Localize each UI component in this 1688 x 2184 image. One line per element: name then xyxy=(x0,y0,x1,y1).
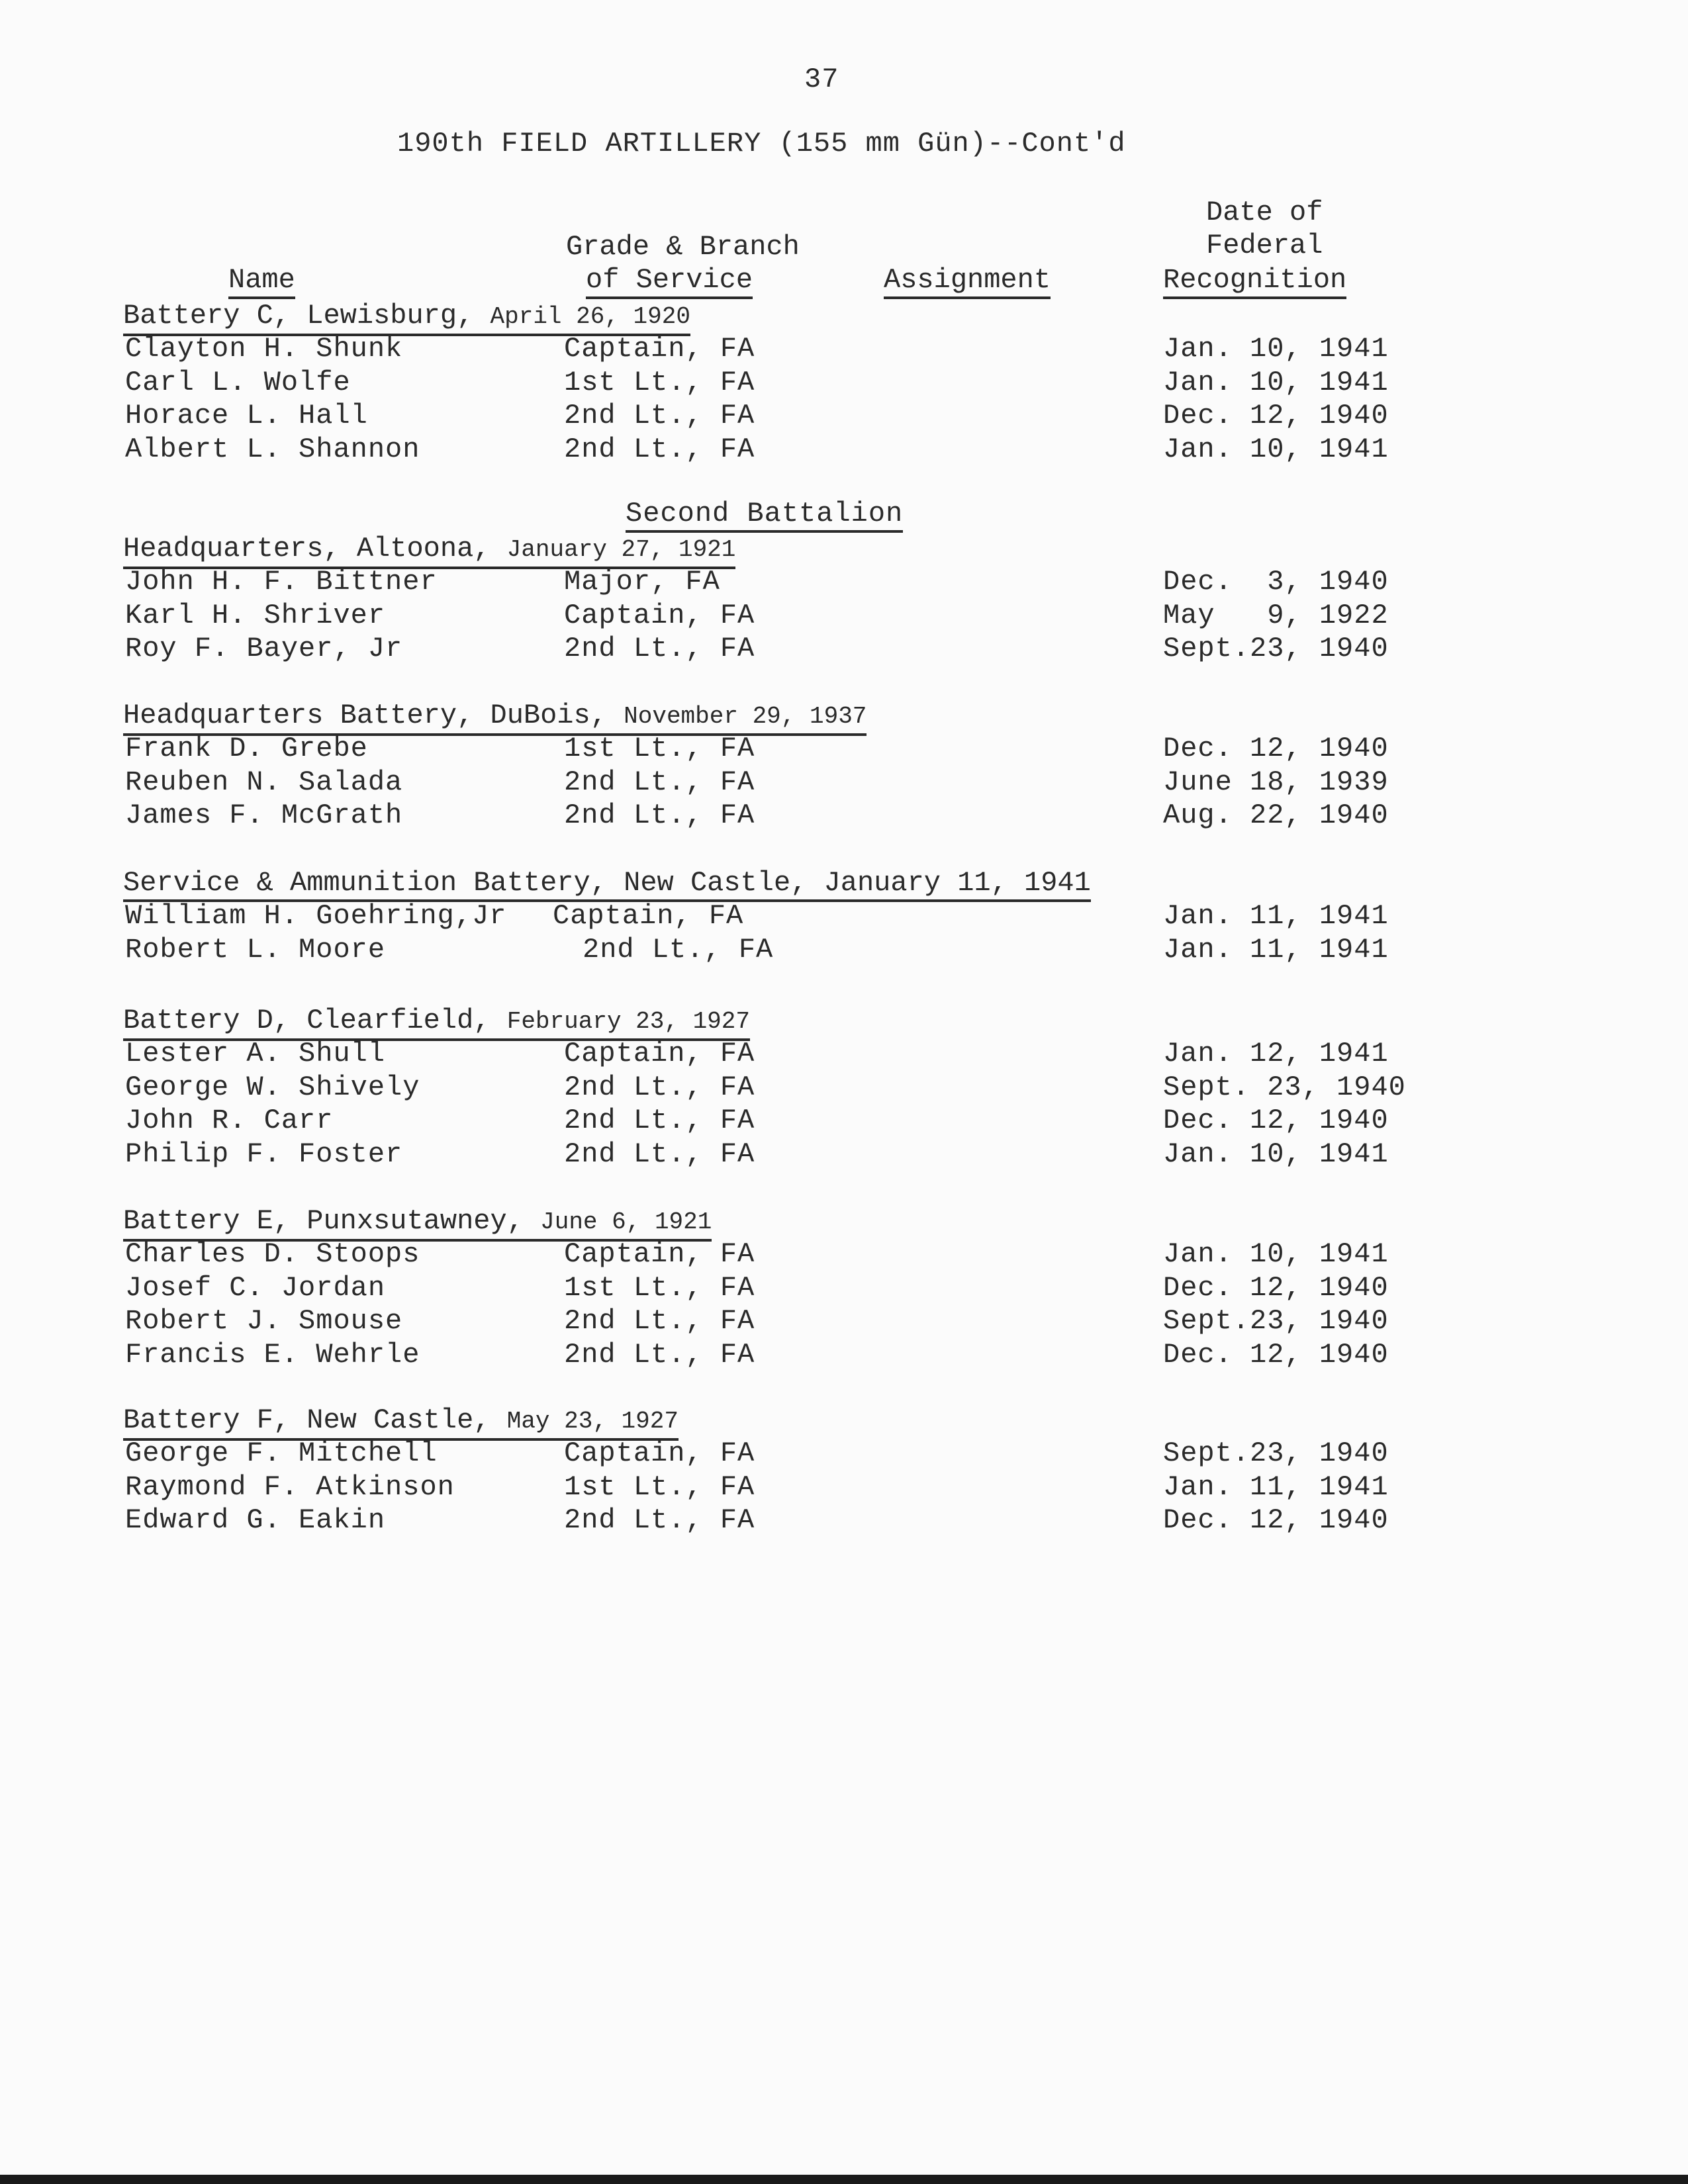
officer-name: Karl H. Shriver xyxy=(125,599,386,631)
header-date-line1: Date of xyxy=(1206,197,1323,228)
grade-branch: 2nd Lt., FA xyxy=(564,1338,755,1371)
officer-name: Albert L. Shannon xyxy=(125,433,420,465)
recognition-date: Dec. 12, 1940 xyxy=(1163,1504,1389,1536)
officer-row xyxy=(0,799,1688,832)
grade-branch: Captain, FA xyxy=(553,900,744,932)
recognition-date: Dec. 12, 1940 xyxy=(1163,1271,1389,1304)
section-heading xyxy=(123,532,735,569)
officer-name: Robert J. Smouse xyxy=(125,1305,403,1337)
unit-name: Headquarters, Altoona, xyxy=(123,533,491,565)
recognition-date: Dec. 12, 1940 xyxy=(1163,400,1389,432)
officer-row xyxy=(0,899,1688,933)
officer-row xyxy=(0,1271,1688,1304)
recognition-date: Dec. 12, 1940 xyxy=(1163,1105,1389,1136)
officer-name: Josef C. Jordan xyxy=(125,1271,386,1304)
grade-branch: 2nd Lt., FA xyxy=(564,799,755,831)
grade-branch: 2nd Lt., FA xyxy=(564,633,755,664)
officer-name: Edward G. Eakin xyxy=(125,1504,386,1536)
officer-row xyxy=(0,1471,1688,1504)
recognition-date: Sept. 23, 1940 xyxy=(1163,1071,1406,1103)
officer-row xyxy=(0,1504,1688,1537)
officer-name: Robert L. Moore xyxy=(125,933,386,966)
officer-name: George W. Shively xyxy=(125,1071,420,1103)
grade-branch: Captain, FA xyxy=(564,1437,755,1469)
grade-branch: 2nd Lt., FA xyxy=(583,933,774,966)
grade-branch: Captain, FA xyxy=(564,1038,755,1069)
grade-branch: Captain, FA xyxy=(564,1238,755,1270)
officer-row xyxy=(0,933,1688,966)
unit-name: Battery C, Lewisburg, xyxy=(123,300,474,332)
officer-row xyxy=(0,1304,1688,1338)
officer-name: Lester A. Shull xyxy=(125,1038,386,1069)
recognition-date: Jan. 11, 1941 xyxy=(1163,1471,1389,1503)
organized-date: May 23, 1927 xyxy=(506,1408,679,1435)
unit-name: Battery D, Clearfield, xyxy=(123,1005,491,1036)
officer-row xyxy=(0,732,1688,765)
recognition-date: Jan. 10, 1941 xyxy=(1163,433,1389,465)
header-grade-line1: Grade & Branch xyxy=(566,231,800,263)
officer-row xyxy=(0,1238,1688,1271)
organized-date: June 6, 1921 xyxy=(540,1208,712,1236)
header-grade-line2: of Service xyxy=(586,263,753,299)
officer-name: Roy F. Bayer, Jr xyxy=(125,633,403,664)
officer-name: Horace L. Hall xyxy=(125,400,368,432)
header-date-line3: Recognition xyxy=(1163,263,1346,299)
grade-branch: 1st Lt., FA xyxy=(564,1471,755,1503)
officer-row xyxy=(0,1071,1688,1104)
recognition-date: Dec. 12, 1940 xyxy=(1163,733,1389,764)
recognition-date: May 9, 1922 xyxy=(1163,599,1389,631)
recognition-date: Jan. 11, 1941 xyxy=(1163,900,1389,932)
recognition-date: Aug. 22, 1940 xyxy=(1163,799,1389,831)
section-heading xyxy=(123,699,867,736)
officer-row xyxy=(0,433,1688,466)
recognition-date: Jan. 11, 1941 xyxy=(1163,933,1389,966)
unit-name: Headquarters Battery, DuBois, xyxy=(123,700,607,731)
grade-branch: 1st Lt., FA xyxy=(564,366,755,398)
recognition-date: Sept.23, 1940 xyxy=(1163,633,1389,664)
recognition-date: Jan. 10, 1941 xyxy=(1163,1138,1389,1170)
grade-branch: 1st Lt., FA xyxy=(564,733,755,764)
officer-row xyxy=(0,1037,1688,1070)
officer-row xyxy=(0,1138,1688,1171)
officer-name: Clayton H. Shunk xyxy=(125,333,403,365)
recognition-date: Dec. 12, 1940 xyxy=(1163,1338,1389,1371)
officer-name: John H. F. Bittner xyxy=(125,566,438,598)
officer-name: James F. McGrath xyxy=(125,799,403,831)
battalion-heading: Second Battalion xyxy=(626,497,903,533)
grade-branch: 1st Lt., FA xyxy=(564,1271,755,1304)
section-heading xyxy=(123,1004,750,1041)
recognition-date: Jan. 10, 1941 xyxy=(1163,1238,1389,1270)
officer-name: Reuben N. Salada xyxy=(125,766,403,798)
officer-row xyxy=(0,399,1688,432)
recognition-date: Dec. 3, 1940 xyxy=(1163,566,1389,598)
officer-name: William H. Goehring,Jr xyxy=(125,900,507,932)
organized-date: January 27, 1921 xyxy=(506,536,736,563)
page-number: 37 xyxy=(804,64,839,95)
grade-branch: 2nd Lt., FA xyxy=(564,433,755,465)
grade-branch: 2nd Lt., FA xyxy=(564,1105,755,1136)
grade-branch: 2nd Lt., FA xyxy=(564,400,755,432)
recognition-date: Sept.23, 1940 xyxy=(1163,1305,1389,1337)
officer-name: Frank D. Grebe xyxy=(125,733,368,764)
grade-branch: 2nd Lt., FA xyxy=(564,1305,755,1337)
officer-name: Francis E. Wehrle xyxy=(125,1338,420,1371)
officer-name: Raymond F. Atkinson xyxy=(125,1471,455,1503)
recognition-date: Jan. 12, 1941 xyxy=(1163,1038,1389,1069)
officer-row xyxy=(0,632,1688,665)
officer-name: Philip F. Foster xyxy=(125,1138,403,1170)
officer-row xyxy=(0,565,1688,598)
officer-row xyxy=(0,332,1688,365)
section-heading xyxy=(123,299,690,336)
officer-row xyxy=(0,366,1688,399)
header-name: Name xyxy=(228,263,295,299)
unit-name: Battery F, New Castle, xyxy=(123,1404,491,1436)
grade-branch: Captain, FA xyxy=(564,599,755,631)
document-title: 190th FIELD ARTILLERY (155 mm Gün)--Cont'd xyxy=(397,128,1126,159)
officer-row xyxy=(0,766,1688,799)
recognition-date: June 18, 1939 xyxy=(1163,766,1389,798)
scan-edge xyxy=(0,2175,1688,2184)
grade-branch: 2nd Lt., FA xyxy=(564,1071,755,1103)
header-date-line2: Federal xyxy=(1206,230,1323,261)
officer-name: Carl L. Wolfe xyxy=(125,366,351,398)
officer-row xyxy=(0,599,1688,632)
recognition-date: Jan. 10, 1941 xyxy=(1163,366,1389,398)
section-heading xyxy=(123,1205,712,1242)
officer-row xyxy=(0,1104,1688,1137)
officer-name: John R. Carr xyxy=(125,1105,334,1136)
recognition-date: Sept.23, 1940 xyxy=(1163,1437,1389,1469)
organized-date: November 29, 1937 xyxy=(624,703,867,730)
grade-branch: Major, FA xyxy=(564,566,720,598)
grade-branch: Captain, FA xyxy=(564,333,755,365)
grade-branch: 2nd Lt., FA xyxy=(564,766,755,798)
recognition-date: Jan. 10, 1941 xyxy=(1163,333,1389,365)
unit-name: Battery E, Punxsutawney, xyxy=(123,1205,524,1237)
organized-date: April 26, 1920 xyxy=(490,303,690,330)
organized-date: February 23, 1927 xyxy=(506,1008,750,1035)
section-heading xyxy=(123,866,1091,902)
section-heading xyxy=(123,1404,679,1441)
grade-branch: 2nd Lt., FA xyxy=(564,1138,755,1170)
grade-branch: 2nd Lt., FA xyxy=(564,1504,755,1536)
officer-name: George F. Mitchell xyxy=(125,1437,438,1469)
unit-name: Service & Ammunition Battery, New Castle, January 11, 1941 xyxy=(123,867,1091,899)
header-assignment: Assignment xyxy=(884,263,1051,299)
officer-row xyxy=(0,1338,1688,1371)
officer-row xyxy=(0,1437,1688,1470)
officer-name: Charles D. Stoops xyxy=(125,1238,420,1270)
